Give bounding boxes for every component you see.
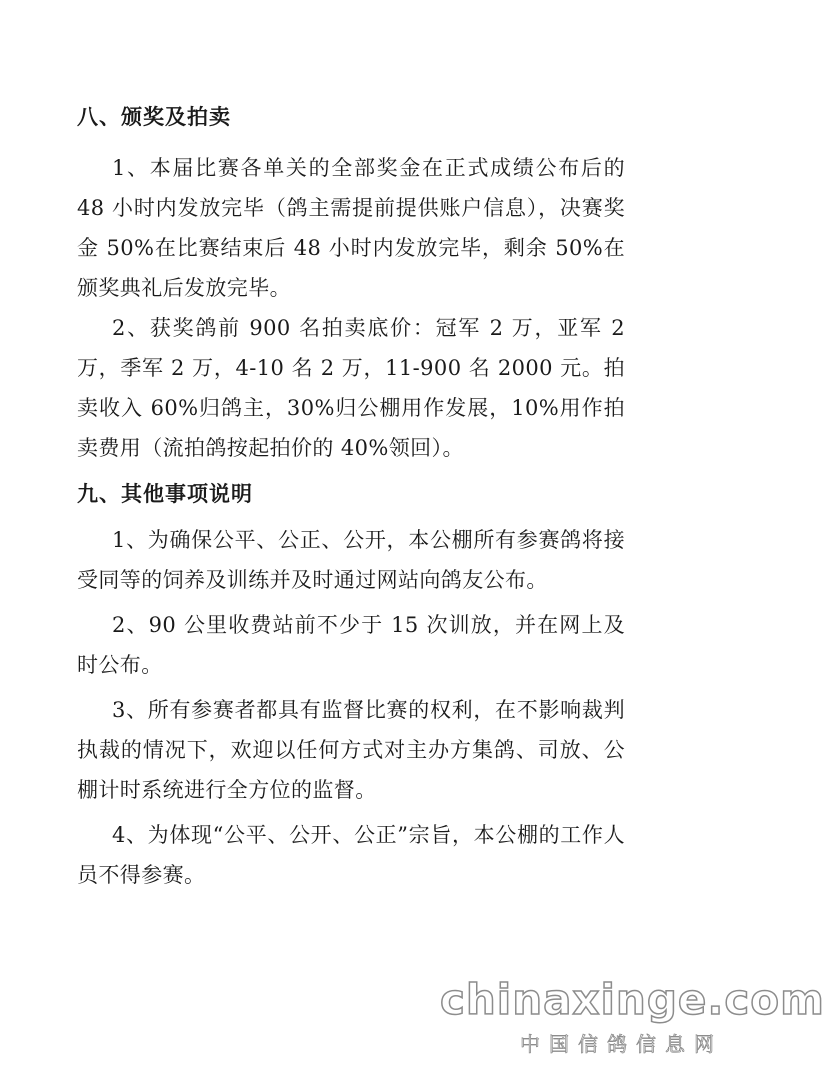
- section-9-paragraph-1: 1、为确保公平、公正、公开，本公棚所有参赛鸽将接受同等的饲养及训练并及时通过网站向鸽友公布。: [77, 528, 625, 592]
- section-9-heading: 九、其他事项说明: [77, 481, 253, 506]
- section-8-heading: 八、颁奖及拍卖: [77, 104, 231, 129]
- section-9-paragraph-4: 4、为体现“公平、公开、公正”宗旨，本公棚的工作人员不得参赛。: [77, 823, 625, 887]
- section-8-paragraph-2: 2、获奖鸽前 900 名拍卖底价：冠军 2 万，亚军 2 万，季军 2 万，4-10 名 2 万，11-900 名 2000 元。拍卖收入 60%归鸽主，30%归公棚用作发展，10%用作拍卖费用（流拍鸽按起拍价的 40%领回）。: [77, 316, 625, 460]
- section-9-paragraph-3: 3、所有参赛者都具有监督比赛的权利，在不影响裁判执裁的情况下，欢迎以任何方式对主办方集鸽、司放、公棚计时系统进行全方位的监督。: [77, 698, 625, 802]
- section-8-paragraph-1: 1、本届比赛各单关的全部奖金在正式成绩公布后的 48 小时内发放完毕（鸽主需提前提供账户信息），决赛奖金 50%在比赛结束后 48 小时内发放完毕，剩余 50%在颁奖典礼后发放完毕。: [77, 156, 625, 300]
- watermark-logo-chinese: 中国信鸽信息网: [520, 1032, 723, 1056]
- watermark-logo-latin: chinaxinge.com: [440, 975, 825, 1024]
- section-9-paragraph-2: 2、90 公里收费站前不少于 15 次训放，并在网上及时公布。: [77, 613, 625, 677]
